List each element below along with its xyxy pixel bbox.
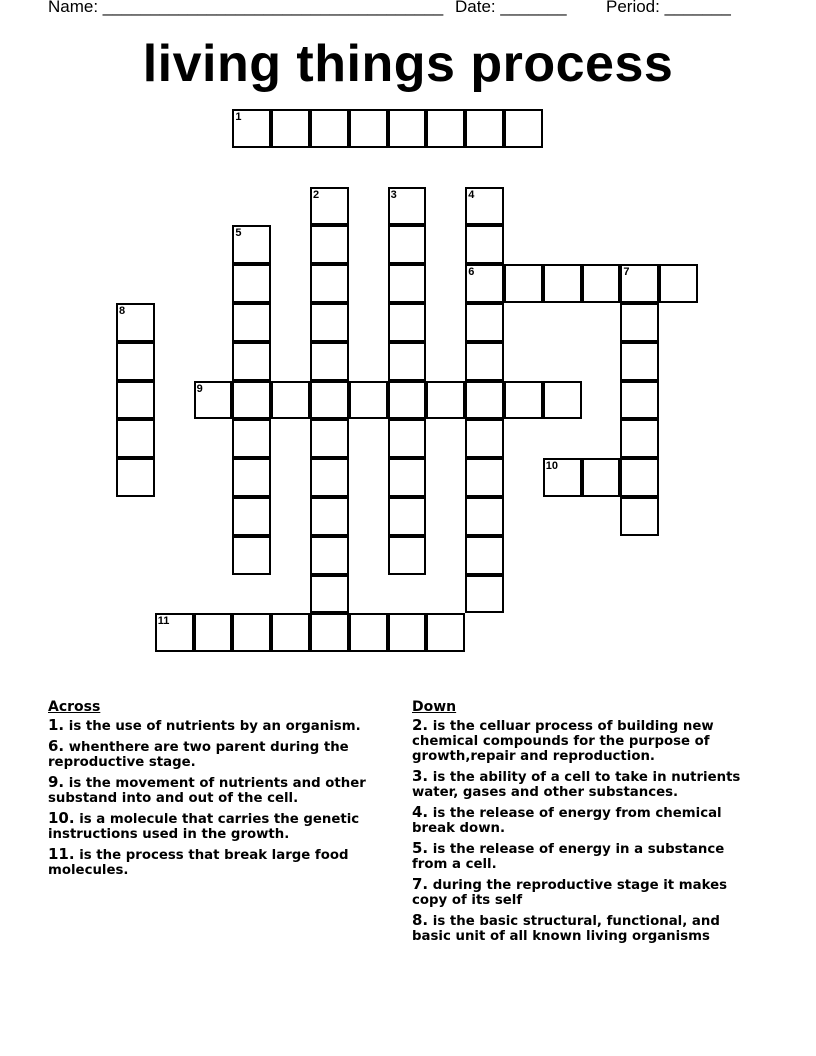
grid-cell[interactable] bbox=[194, 613, 233, 652]
grid-cell[interactable] bbox=[349, 381, 388, 420]
grid-cell[interactable] bbox=[620, 303, 659, 342]
grid-cell[interactable] bbox=[504, 264, 543, 303]
grid-cell[interactable] bbox=[116, 381, 155, 420]
grid-cell[interactable] bbox=[232, 109, 271, 148]
grid-cell[interactable] bbox=[310, 497, 349, 536]
cell-number: 11 bbox=[157, 615, 170, 628]
clue-down-4: 4. is the release of energy from chemical break down. bbox=[412, 803, 722, 836]
grid-cell[interactable] bbox=[659, 264, 698, 303]
clue-across-6: 6. whenthere are two parent during the reproductive stage. bbox=[48, 737, 349, 770]
grid-cell[interactable] bbox=[310, 381, 349, 420]
grid-cell[interactable] bbox=[620, 497, 659, 536]
grid-cell[interactable] bbox=[504, 381, 543, 420]
grid-cell[interactable] bbox=[116, 342, 155, 381]
grid-cell[interactable] bbox=[620, 458, 659, 497]
grid-cell[interactable] bbox=[232, 381, 271, 420]
grid-cell[interactable] bbox=[388, 225, 427, 264]
grid-cell[interactable] bbox=[310, 342, 349, 381]
grid-cell[interactable] bbox=[582, 264, 621, 303]
grid-cell[interactable] bbox=[543, 381, 582, 420]
grid-cell[interactable] bbox=[426, 381, 465, 420]
grid-cell[interactable] bbox=[620, 419, 659, 458]
grid-cell[interactable] bbox=[232, 419, 271, 458]
grid-cell[interactable] bbox=[465, 187, 504, 226]
grid-cell[interactable] bbox=[465, 575, 504, 614]
grid-cell[interactable] bbox=[388, 264, 427, 303]
cell-number: 9 bbox=[196, 382, 203, 395]
grid-cell[interactable] bbox=[388, 458, 427, 497]
grid-cell[interactable] bbox=[388, 536, 427, 575]
grid-cell[interactable] bbox=[232, 342, 271, 381]
grid-cell[interactable] bbox=[116, 458, 155, 497]
grid-cell[interactable] bbox=[310, 575, 349, 614]
grid-cell[interactable] bbox=[310, 187, 349, 226]
cell-number: 7 bbox=[623, 266, 630, 279]
clue-down-7: 7. during the reproductive stage it makes copy of its self bbox=[412, 875, 728, 908]
cell-number: 2 bbox=[313, 188, 320, 201]
grid-cell[interactable] bbox=[310, 613, 349, 652]
grid-cell[interactable] bbox=[310, 225, 349, 264]
grid-cell[interactable] bbox=[582, 458, 621, 497]
clue-across-11: 11. is the process that break large food molecules. bbox=[48, 845, 349, 878]
grid-cell[interactable] bbox=[232, 536, 271, 575]
grid-cell[interactable] bbox=[504, 109, 543, 148]
grid-cell[interactable] bbox=[426, 613, 465, 652]
cell-number: 8 bbox=[119, 305, 126, 317]
clue-down-3: 3. is the ability of a cell to take in nutrients water, gases and other substances. bbox=[412, 767, 741, 800]
cell-number: 4 bbox=[468, 188, 475, 201]
grid-cell[interactable] bbox=[349, 613, 388, 652]
down-heading: Down bbox=[412, 699, 457, 715]
grid-cell[interactable] bbox=[465, 381, 504, 420]
grid-cell[interactable] bbox=[271, 109, 310, 148]
grid-cell[interactable] bbox=[465, 264, 504, 303]
grid-cell[interactable] bbox=[310, 419, 349, 458]
grid-cell[interactable] bbox=[271, 381, 310, 420]
clue-down-2: 2. is the celluar process of building new chemical compounds for the purpose of growth,repair and reproduction. bbox=[412, 716, 714, 764]
clue-across-10: 10. is a molecule that carries the genetic instructions used in the growth. bbox=[48, 809, 360, 842]
grid-cell[interactable] bbox=[465, 497, 504, 536]
puzzle-title: living things process bbox=[142, 35, 674, 93]
date-field[interactable]: Date: _______ bbox=[455, 0, 567, 16]
grid-cell[interactable] bbox=[232, 613, 271, 652]
period-field[interactable]: Period: _______ bbox=[606, 0, 731, 16]
cell-number: 10 bbox=[545, 460, 559, 473]
grid-cell[interactable] bbox=[620, 264, 659, 303]
across-clues bbox=[48, 700, 393, 883]
grid-cell[interactable] bbox=[465, 419, 504, 458]
grid-cell[interactable] bbox=[465, 342, 504, 381]
clue-down-8: 8. is the basic structural, functional, and basic unit of all known living organisms bbox=[412, 911, 720, 944]
grid-cell[interactable] bbox=[232, 303, 271, 342]
cell-number: 1 bbox=[235, 111, 242, 123]
grid-cell[interactable] bbox=[155, 613, 194, 652]
grid-cell[interactable] bbox=[388, 613, 427, 652]
clue-across-1: 1. is the use of nutrients by an organism. bbox=[48, 716, 361, 734]
grid-cell[interactable] bbox=[232, 497, 271, 536]
grid-cell[interactable] bbox=[465, 303, 504, 342]
clue-down-5: 5. is the release of energy in a substance from a cell. bbox=[412, 839, 725, 872]
grid-cell[interactable] bbox=[232, 264, 271, 303]
grid-cell[interactable] bbox=[465, 109, 504, 148]
cell-number: 5 bbox=[235, 227, 242, 240]
grid-cell[interactable] bbox=[310, 109, 349, 148]
grid-cell[interactable] bbox=[388, 381, 427, 420]
down-clues bbox=[412, 700, 757, 949]
clue-across-9: 9. is the movement of nutrients and other substand into and out of the cell. bbox=[48, 773, 366, 806]
grid-cell[interactable] bbox=[388, 187, 427, 226]
grid-cell[interactable] bbox=[620, 381, 659, 420]
grid-cell[interactable] bbox=[310, 303, 349, 342]
grid-cell[interactable] bbox=[310, 458, 349, 497]
grid-cell[interactable] bbox=[465, 458, 504, 497]
across-heading: Across bbox=[48, 699, 101, 715]
name-field[interactable]: Name: ____________________________________ bbox=[48, 0, 444, 16]
grid-cell[interactable] bbox=[271, 613, 310, 652]
grid-cell[interactable] bbox=[388, 303, 427, 342]
grid-cell[interactable] bbox=[388, 109, 427, 148]
grid-cell[interactable] bbox=[310, 264, 349, 303]
grid-cell[interactable] bbox=[310, 536, 349, 575]
grid-cell[interactable] bbox=[543, 264, 582, 303]
grid-cell[interactable] bbox=[426, 109, 465, 148]
grid-cell[interactable] bbox=[232, 458, 271, 497]
grid-cell[interactable] bbox=[388, 342, 427, 381]
cell-number: 6 bbox=[468, 266, 475, 279]
grid-cell[interactable] bbox=[388, 497, 427, 536]
grid-cell[interactable] bbox=[116, 303, 155, 342]
grid-cell[interactable] bbox=[465, 225, 504, 264]
grid-cell[interactable] bbox=[116, 419, 155, 458]
grid-cell[interactable] bbox=[194, 381, 233, 420]
grid-cell[interactable] bbox=[465, 536, 504, 575]
grid-cell[interactable] bbox=[232, 225, 271, 264]
cell-number: 3 bbox=[390, 188, 397, 201]
grid-cell[interactable] bbox=[620, 342, 659, 381]
grid-cell[interactable] bbox=[388, 419, 427, 458]
grid-cell[interactable] bbox=[543, 458, 582, 497]
grid-cell[interactable] bbox=[349, 109, 388, 148]
